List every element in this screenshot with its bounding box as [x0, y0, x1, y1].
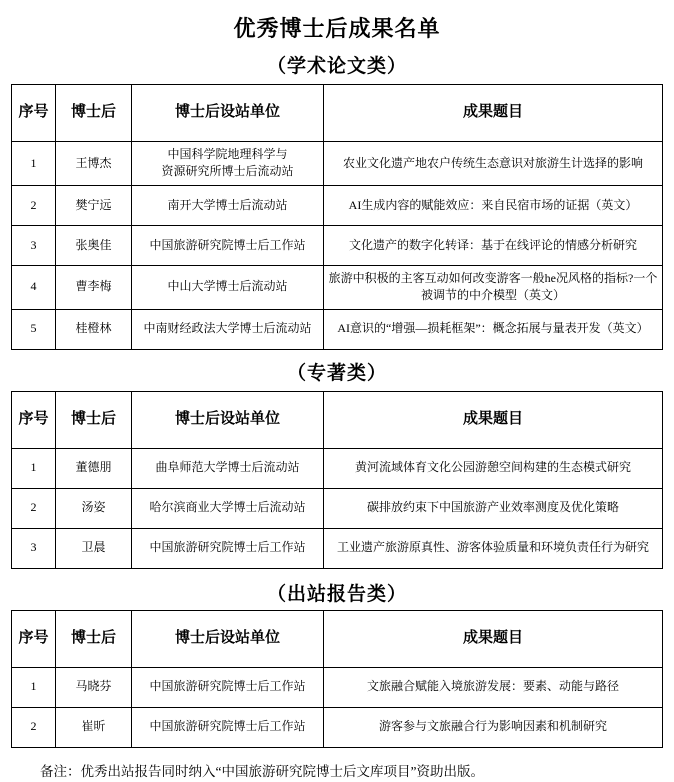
cell-unit: 中山大学博士后流动站: [132, 265, 324, 309]
column-header-no: 序号: [12, 391, 56, 448]
cell-achievement: 文化遗产的数字化转译：基于在线评论的情感分析研究: [324, 225, 663, 265]
cell-no: 1: [12, 142, 56, 186]
cell-achievement: 碳排放约束下中国旅游产业效率测度及优化策略: [324, 488, 663, 528]
cell-postdoc: 桂橙林: [56, 309, 132, 349]
column-header-no: 序号: [12, 610, 56, 667]
cell-unit: 南开大学博士后流动站: [132, 185, 324, 225]
cell-no: 1: [12, 448, 56, 488]
cell-achievement: 黄河流域体育文化公园游憩空间构建的生态模式研究: [324, 448, 663, 488]
cell-unit: 中南财经政法大学博士后流动站: [132, 309, 324, 349]
cell-no: 1: [12, 667, 56, 707]
table-row: [12, 528, 663, 568]
cell-postdoc: 汤姿: [56, 488, 132, 528]
cell-unit: 曲阜师范大学博士后流动站: [132, 448, 324, 488]
cell-unit: 中国旅游研究院博士后工作站: [132, 225, 324, 265]
cell-no: 2: [12, 185, 56, 225]
column-header-postdoc: 博士后: [56, 610, 132, 667]
cell-postdoc: 卫晨: [56, 528, 132, 568]
column-header-no: 序号: [12, 85, 56, 142]
table-row: [12, 142, 663, 186]
table-row: [12, 667, 663, 707]
cell-achievement: 游客参与文旅融合行为影响因素和机制研究: [324, 707, 663, 747]
cell-achievement: 旅游中积极的主客互动如何改变游客一般he况风格的指标?一个被调节的中介模型（英文）: [324, 265, 663, 309]
column-header-postdoc: 博士后: [56, 391, 132, 448]
cell-achievement: 工业遗产旅游原真性、游客体验质量和环境负责任行为研究: [324, 528, 663, 568]
cell-no: 2: [12, 707, 56, 747]
cell-unit: 中国旅游研究院博士后工作站: [132, 667, 324, 707]
cell-postdoc: 崔昕: [56, 707, 132, 747]
cell-unit: 中国科学院地理科学与 资源研究所博士后流动站: [132, 142, 324, 186]
cell-achievement: AI生成内容的赋能效应：来自民宿市场的证据（英文）: [324, 185, 663, 225]
table-exit-reports: [11, 610, 663, 748]
cell-postdoc: 张奥佳: [56, 225, 132, 265]
table-header-row: [12, 85, 663, 142]
cell-achievement: 文旅融合赋能入境旅游发展：要素、动能与路径: [324, 667, 663, 707]
column-header-unit: 博士后设站单位: [132, 610, 324, 667]
section-heading-monographs: （专著类）: [286, 362, 387, 384]
table-header-row: [12, 610, 663, 667]
cell-postdoc: 曹李梅: [56, 265, 132, 309]
column-header-postdoc: 博士后: [56, 85, 132, 142]
cell-no: 4: [12, 265, 56, 309]
column-header-achievement: 成果题目: [324, 85, 663, 142]
cell-postdoc: 马晓芬: [56, 667, 132, 707]
page-title: 优秀博士后成果名单: [233, 16, 441, 41]
cell-unit: 中国旅游研究院博士后工作站: [132, 707, 324, 747]
cell-unit: 中国旅游研究院博士后工作站: [132, 528, 324, 568]
footnote: 备注：优秀出站报告同时纳入“中国旅游研究院博士后文库项目”资助出版。: [40, 763, 484, 779]
table-row: [12, 185, 663, 225]
cell-achievement: AI意识的“增强—损耗框架”：概念拓展与量表开发（英文）: [324, 309, 663, 349]
table-row: [12, 448, 663, 488]
cell-postdoc: 樊宁远: [56, 185, 132, 225]
cell-postdoc: 董德朋: [56, 448, 132, 488]
table-row: [12, 488, 663, 528]
cell-achievement: 农业文化遗产地农户传统生态意识对旅游生计选择的影响: [324, 142, 663, 186]
table-header-row: [12, 391, 663, 448]
table-row: [12, 309, 663, 349]
section-heading-exit-reports: （出站报告类）: [266, 583, 407, 605]
cell-postdoc: 王博杰: [56, 142, 132, 186]
table-row: [12, 265, 663, 309]
cell-no: 5: [12, 309, 56, 349]
table-row: [12, 225, 663, 265]
cell-no: 2: [12, 488, 56, 528]
document-page: [0, 12, 674, 779]
column-header-unit: 博士后设站单位: [132, 85, 324, 142]
cell-unit: 哈尔滨商业大学博士后流动站: [132, 488, 324, 528]
cell-no: 3: [12, 528, 56, 568]
column-header-unit: 博士后设站单位: [132, 391, 324, 448]
table-academic-papers: [11, 84, 663, 350]
table-monographs: [11, 391, 663, 569]
column-header-achievement: 成果题目: [324, 391, 663, 448]
column-header-achievement: 成果题目: [324, 610, 663, 667]
section-heading-academic-papers: （学术论文类）: [266, 56, 407, 77]
cell-no: 3: [12, 225, 56, 265]
table-row: [12, 707, 663, 747]
